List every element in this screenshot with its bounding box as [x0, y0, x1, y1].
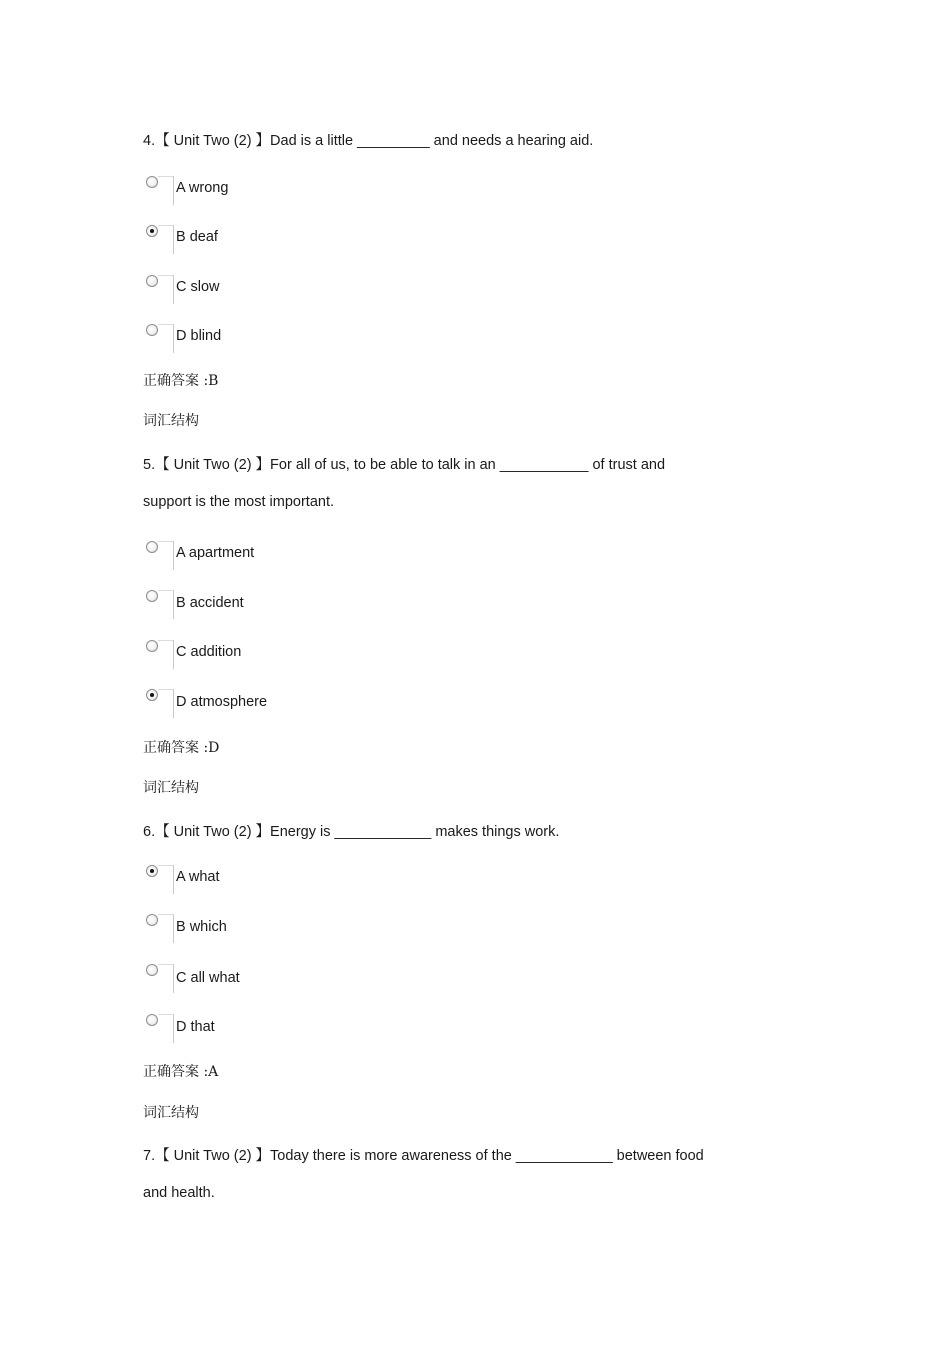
- correct-answer-5: 正确答案 :D: [143, 740, 220, 756]
- option-4c-label: C slow: [176, 279, 220, 295]
- option-frame: [173, 275, 174, 304]
- radio-unchecked-icon[interactable]: [146, 176, 158, 188]
- option-frame: [158, 865, 174, 866]
- radio-unchecked-icon[interactable]: [146, 541, 158, 553]
- option-6c-label: C all what: [176, 970, 240, 986]
- radio-unchecked-icon[interactable]: [146, 590, 158, 602]
- option-5a-label: A apartment: [176, 545, 255, 561]
- option-frame: [158, 541, 174, 542]
- option-frame: [173, 640, 174, 669]
- question-5-text-cont: support is the most important.: [143, 494, 334, 510]
- option-4b-label: B deaf: [176, 229, 218, 245]
- option-6b-label: B which: [176, 919, 227, 935]
- radio-option-5b[interactable]: [144, 590, 176, 620]
- radio-unchecked-icon[interactable]: [146, 1014, 158, 1026]
- option-frame: [173, 1014, 174, 1043]
- option-4d-label: D blind: [176, 328, 222, 344]
- option-frame: [173, 225, 174, 254]
- correct-answer-6: 正确答案 :A: [143, 1064, 219, 1080]
- question-4-text: 4.【 Unit Two (2) 】Dad is a little _________ and needs a hearing aid.: [143, 133, 594, 149]
- radio-option-6a[interactable]: [144, 865, 176, 895]
- question-7-text: 7.【 Unit Two (2) 】Today there is more awareness of the ____________ between food: [143, 1148, 704, 1164]
- option-frame: [173, 324, 174, 353]
- option-frame: [158, 689, 174, 690]
- radio-option-5d[interactable]: [144, 689, 176, 719]
- radio-unchecked-icon[interactable]: [146, 275, 158, 287]
- radio-checked-icon[interactable]: [146, 225, 158, 237]
- radio-option-4c[interactable]: [144, 275, 176, 305]
- radio-option-6b[interactable]: [144, 914, 176, 944]
- radio-unchecked-icon[interactable]: [146, 640, 158, 652]
- option-frame: [173, 590, 174, 619]
- option-4a-label: A wrong: [176, 180, 229, 196]
- option-frame: [158, 275, 174, 276]
- option-frame: [173, 689, 174, 718]
- option-5c-label: C addition: [176, 644, 242, 660]
- option-frame: [158, 914, 174, 915]
- radio-unchecked-icon[interactable]: [146, 914, 158, 926]
- radio-option-5a[interactable]: [144, 541, 176, 571]
- option-5d-label: D atmosphere: [176, 694, 268, 710]
- radio-option-6c[interactable]: [144, 964, 176, 994]
- radio-checked-icon[interactable]: [146, 689, 158, 701]
- category-4: 词汇结构: [143, 413, 199, 429]
- radio-option-4b[interactable]: [144, 225, 176, 255]
- question-6-text: 6.【 Unit Two (2) 】Energy is ____________ makes things work.: [143, 824, 560, 840]
- option-6d-label: D that: [176, 1019, 215, 1035]
- option-frame: [173, 964, 174, 993]
- option-frame: [158, 964, 174, 965]
- option-frame: [158, 225, 174, 226]
- option-frame: [158, 640, 174, 641]
- radio-checked-icon[interactable]: [146, 865, 158, 877]
- radio-unchecked-icon[interactable]: [146, 964, 158, 976]
- option-5b-label: B accident: [176, 595, 244, 611]
- category-5: 词汇结构: [143, 780, 199, 796]
- radio-option-4d[interactable]: [144, 324, 176, 354]
- category-6: 词汇结构: [143, 1105, 199, 1121]
- option-frame: [173, 914, 174, 943]
- option-frame: [158, 590, 174, 591]
- option-frame: [173, 176, 174, 205]
- correct-answer-4: 正确答案 :B: [143, 373, 219, 389]
- question-7-text-cont: and health.: [143, 1185, 215, 1201]
- radio-option-6d[interactable]: [144, 1014, 176, 1044]
- option-frame: [158, 176, 174, 177]
- question-5-text: 5.【 Unit Two (2) 】For all of us, to be able to talk in an ___________ of trust and: [143, 457, 666, 473]
- option-frame: [158, 1014, 174, 1015]
- radio-option-4a[interactable]: [144, 176, 176, 206]
- option-6a-label: A what: [176, 869, 220, 885]
- option-frame: [158, 324, 174, 325]
- radio-unchecked-icon[interactable]: [146, 324, 158, 336]
- radio-option-5c[interactable]: [144, 640, 176, 670]
- option-frame: [173, 541, 174, 570]
- option-frame: [173, 865, 174, 894]
